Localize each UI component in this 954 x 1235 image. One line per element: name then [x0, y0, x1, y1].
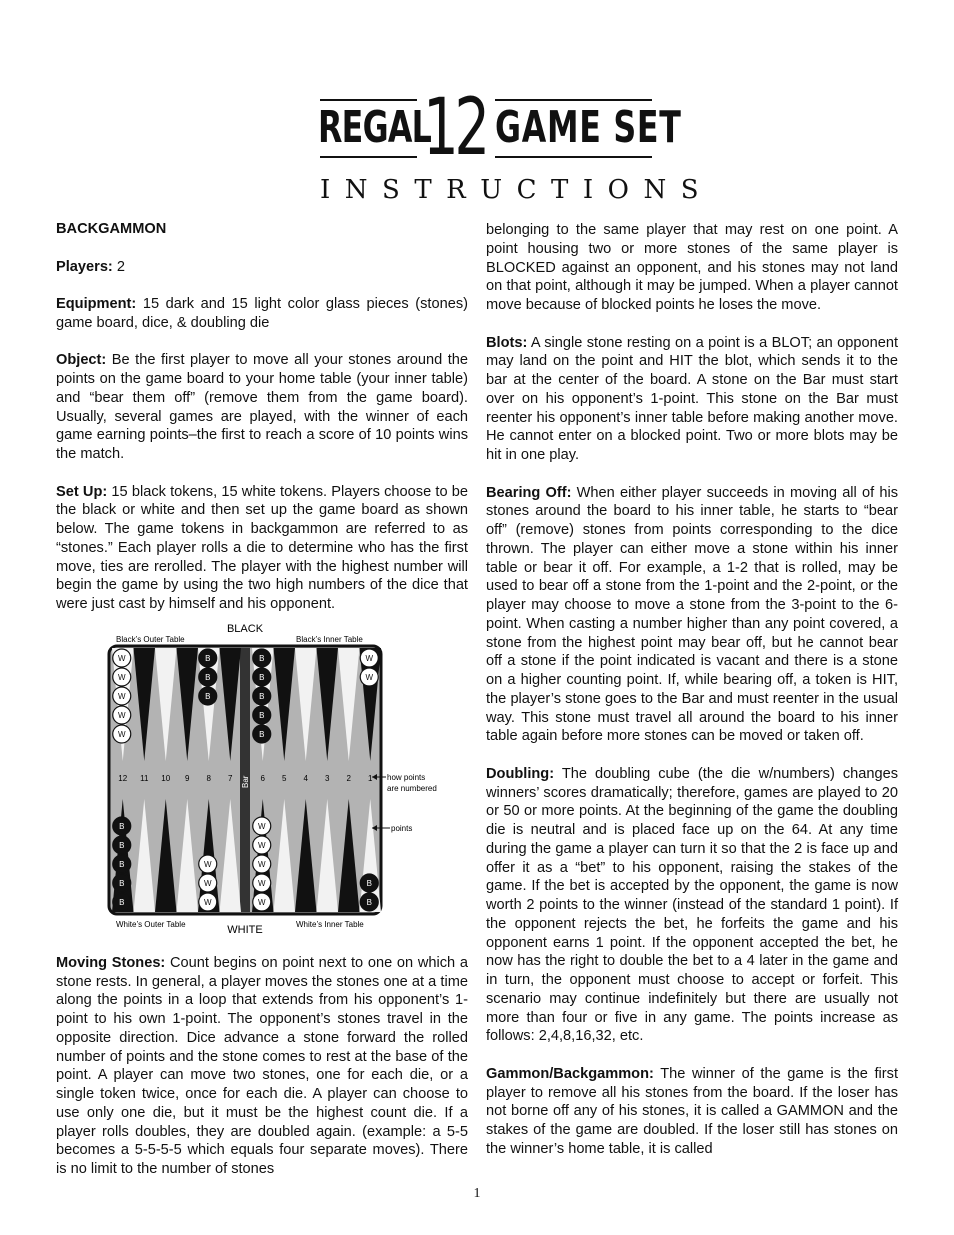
black-stone [253, 706, 271, 724]
equipment-text: 15 dark and 15 light color glass pieces (stones) game board, dice, & doubling die [56, 296, 468, 331]
white-stone [253, 817, 271, 835]
point-number-label: 2 [346, 773, 351, 783]
white-stone [113, 668, 131, 686]
white-stone [113, 687, 131, 705]
equipment-paragraph [56, 295, 468, 333]
brand-left: REGAL [318, 102, 432, 153]
gammon-paragraph [486, 1065, 898, 1159]
equipment-label: Equipment: [56, 296, 137, 312]
svg-text:W: W [365, 672, 374, 682]
numbering-note-line2: are numbered [387, 783, 437, 793]
white-stone [253, 855, 271, 873]
black-stone [253, 649, 271, 667]
black-stone [199, 668, 217, 686]
svg-text:B: B [205, 653, 211, 663]
moving-stones-label: Moving Stones: [56, 954, 166, 971]
players-label: Players: [56, 258, 113, 275]
black-stone [113, 836, 131, 854]
white-stone [253, 874, 271, 892]
brand-number: 12 [423, 83, 486, 173]
svg-text:W: W [257, 840, 266, 850]
point-number-label: 10 [161, 773, 171, 783]
point-number-label: 11 [140, 773, 149, 783]
brand-right: GAME SET [495, 102, 682, 153]
white-stone [113, 725, 131, 743]
svg-text:W: W [117, 691, 126, 701]
svg-text:W: W [117, 653, 126, 663]
svg-text:B: B [119, 878, 125, 888]
svg-text:B: B [119, 859, 125, 869]
board-top-label: BLACK [226, 622, 264, 635]
gammon-text: The winner of the game is the first player to remove all his stones from the board. If the loser has not borne off any of his stones, it is called a GAMMON and the stakes of the game are doubled. If the loser still has stones on the winner’s home table, it is called [486, 1065, 898, 1157]
board-bottom-label: WHITE [227, 923, 263, 936]
white-stone [199, 893, 217, 911]
object-paragraph [56, 351, 468, 464]
svg-text:W: W [257, 859, 266, 869]
svg-text:B: B [119, 897, 125, 907]
white-stone [113, 706, 131, 724]
svg-text:B: B [259, 691, 265, 701]
black-stone [360, 874, 378, 892]
black-stone [199, 687, 217, 705]
page-subtitle: INSTRUCTIONS [320, 175, 714, 205]
setup-paragraph [56, 483, 468, 614]
white-stone [253, 836, 271, 854]
board-svg [56, 618, 468, 936]
object-text: Be the first player to move all your stones around the points on the game board to your home table (your inner table) and “bear them off” (remove them from the game board). Usually, several games are played, with the winner of each game earning points–the first to reach a score of 10 points wins the match. [56, 352, 468, 462]
black-stone [253, 668, 271, 686]
header-rule [320, 156, 417, 158]
svg-text:W: W [203, 878, 212, 888]
black-stone [113, 855, 131, 873]
black-stone [199, 649, 217, 667]
doubling-label: Doubling: [486, 765, 555, 782]
setup-text: 15 black tokens, 15 white tokens. Players choose to be the black or white and then set up the game board as shown below. The game tokens in backgammon are referred to as “stones.” Each player rolls a die to determine who has the first move, ties are rerolled. The player with the highest number will begin the game by using the two high numbers of the dice that were just cast by himself and his opponent. [56, 483, 468, 612]
svg-text:W: W [203, 897, 212, 907]
white-stone [199, 874, 217, 892]
bearing-off-text: When either player succeeds in moving all of his stones around the board to his inner table, he starts to “bear off” (remove) stones from points corresponding to the dice thrown. The player can either move a stone within his inner table or bear it off. For example, a 1-2 that is rolled, may be used to bear off a stone from the 1-point and the 2-point, or the player may choose to move a stone from the 3-point to the 6-point. When casting a number higher than any point covered, a stone from the highest point may bear off, but he cannot bear off a stone if the point indicated is vacant and there is a stone on a higher counting point. If, while bearing off, a token is HIT, the player’s stone goes to the Bar and must reenter in the usual way. This stone must travel all around the board to his inner table again before more stones can be moved or taken off. [486, 484, 898, 745]
header-rule [495, 156, 652, 158]
point-number-label: 7 [228, 773, 233, 783]
page-header [318, 83, 714, 206]
setup-label: Set Up: [56, 483, 108, 500]
point-number-label: 8 [206, 773, 211, 783]
left-column [56, 220, 468, 1198]
svg-text:W: W [117, 672, 126, 682]
svg-text:B: B [259, 653, 265, 663]
doubling-text: The doubling cube (the die w/numbers) changes winners’ scores dramatically; therefore, games are played to 20 or 50 or more points. At the beginning of the game the doubling die is neutral and is placed face up on the 64. At any time during the game a player can turn it so that the 2 is face up and offer it as a “bet” to his opponent, raising the stakes of the game. If the bet is accepted by the opponent, the game is now worth 2 points to the winner (instead of the standard 1 point). If the opponent rejects the bet, he forfeits the game and his opponent earns 1 point. If the opponent accepted the bet, he now has the right to double the bet to a 4 later in the game and in turn, the opponent must choose to accept or forfeit. This scenario may continue indefinitely but there are usually not more than four or five in any game. The points increase as follows: 2,4,8,16,32, etc. [486, 765, 898, 1045]
svg-text:B: B [119, 821, 125, 831]
white-stone [199, 855, 217, 873]
backgammon-board-diagram [56, 618, 468, 936]
point-number-label: 5 [282, 773, 287, 783]
players-paragraph [56, 258, 468, 277]
svg-text:B: B [259, 710, 265, 720]
svg-text:B: B [205, 672, 211, 682]
svg-text:W: W [257, 878, 266, 888]
numbering-note-line1: how points [387, 772, 426, 782]
svg-text:W: W [257, 821, 266, 831]
svg-text:B: B [259, 729, 265, 739]
moving-stones-paragraph [56, 954, 468, 1179]
svg-text:B: B [259, 672, 265, 682]
blots-paragraph [486, 334, 898, 465]
black-stone [253, 687, 271, 705]
white-outer-table-label: White’s Outer Table [116, 919, 186, 929]
black-stone [113, 817, 131, 835]
right-column [486, 221, 898, 1177]
point-number-label: 1 [368, 773, 373, 783]
point-number-label: 6 [260, 773, 265, 783]
blots-text: A single stone resting on a point is a BLOT; an opponent may land on the point and HIT the blot, which sends it to the bar at the center of the board. A stone on the Bar must start over on his opponent’s 1-point. This stone on the Bar must reenter his opponent’s inner table before making another move. He cannot enter on a blocked point. Two or more blots may be hit in one play. [486, 334, 898, 463]
point-number-label: 4 [303, 773, 308, 783]
white-stone [113, 649, 131, 667]
moving-stones-text: Count begins on point next to one on which a stone rests. In general, a player moves the stones one at a time along the points in a loop that extends from his opponent’s 1-point to his own 1-point. The opponent’s stones travel in the opposite direction. Dice advance a stone forward the rolled number of points and the stone comes to rest at the base of the point. A player can move two stones, one for each die, or a single token twice, once for each die. A player can choose to use only one die, but it must be the highest count die. If a player rolls doubles, they are doubled again. (example: a 5-5 becomes a 5-5-5-5 which equals four separate moves). There is no limit to the number of stones [56, 954, 468, 1177]
moving-stones-continued: belonging to the same player that may rest on one point. A point housing two or more stones of the same player is BLOCKED against an opponent, and his stones may not land on that point, although it may be jumped. When a player cannot move because of blocked points he loses the move. [486, 222, 898, 313]
point-number-label: 9 [185, 773, 190, 783]
bearing-off-label: Bearing Off: [486, 484, 572, 501]
black-stone [360, 893, 378, 911]
white-stone [360, 668, 378, 686]
point-number-label: 12 [118, 773, 128, 783]
svg-text:W: W [117, 729, 126, 739]
section-title: BACKGAMMON [56, 221, 167, 237]
svg-text:W: W [203, 859, 212, 869]
black-stone [113, 893, 131, 911]
doubling-paragraph [486, 765, 898, 1046]
svg-text:W: W [257, 897, 266, 907]
players-text: 2 [112, 258, 125, 275]
black-outer-table-label: Black’s Outer Table [116, 634, 185, 644]
svg-text:W: W [365, 653, 374, 663]
points-note: points [391, 823, 413, 833]
svg-text:W: W [117, 710, 126, 720]
svg-text:B: B [205, 691, 211, 701]
svg-text:B: B [119, 840, 125, 850]
white-inner-table-label: White’s Inner Table [296, 919, 364, 929]
black-stone [253, 725, 271, 743]
black-stone [113, 874, 131, 892]
black-inner-table-label: Black’s Inner Table [296, 634, 363, 644]
object-label: Object: [56, 352, 107, 369]
bar-label: Bar [241, 775, 250, 788]
bearing-off-paragraph [486, 484, 898, 747]
svg-text:B: B [366, 878, 372, 888]
white-stone [360, 649, 378, 667]
point-number-label: 3 [325, 773, 330, 783]
gammon-label: Gammon/Backgammon: [486, 1065, 654, 1082]
page-number: 1 [473, 1186, 481, 1201]
svg-text:B: B [366, 897, 372, 907]
white-stone [253, 893, 271, 911]
blots-label: Blots: [486, 334, 528, 351]
